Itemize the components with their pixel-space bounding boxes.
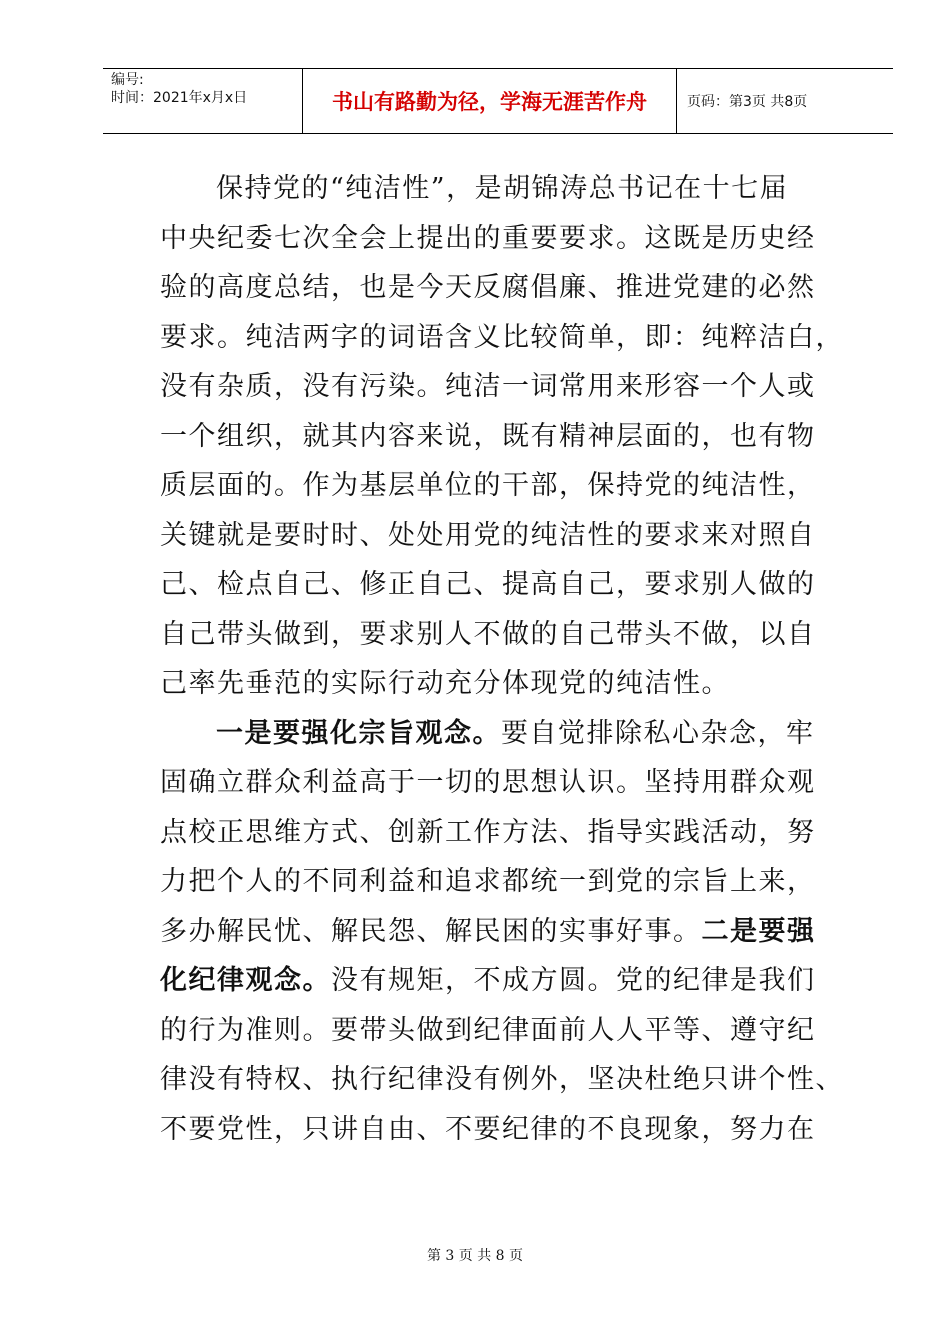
text-line: 没有杂质，没有污染。纯洁一词常用来形容一个人或 bbox=[160, 371, 816, 402]
text-line: 点校正思维方式、创新工作方法、指导实践活动，努 bbox=[160, 816, 816, 848]
text-line: 的行为准则。要带头做到纪律面前人人平等、遵守纪 bbox=[160, 1014, 816, 1046]
text-line: 中央纪委七次全会上提出的重要要求。这既是历史经 bbox=[160, 222, 816, 254]
header-meta-cell bbox=[103, 69, 303, 133]
text-line: 关键就是要时时、处处用党的纯洁性的要求来对照自 bbox=[160, 519, 816, 551]
header-motto: 书山有路勤为径，学海无涯苦作舟 bbox=[303, 69, 677, 133]
text-line: 己率先垂范的实际行动充分体现党的纯洁性。 bbox=[160, 668, 730, 699]
text-line bbox=[160, 956, 840, 1006]
text-line: 一个组织，就其内容来说，既有精神层面的，也有物 bbox=[160, 420, 816, 452]
text-line: 己、检点自己、修正自己、提高自己，要求别人做的 bbox=[160, 569, 816, 600]
text-line: 保持党的“纯洁性”，是胡锦涛总书记在十七届 bbox=[216, 173, 789, 204]
text-line: 固确立群众利益高于一切的思想认识。坚持用群众观 bbox=[160, 767, 816, 798]
text-line: 自己带头做到，要求别人不做的自己带头不做，以自 bbox=[160, 618, 816, 650]
page-footer: 第 3 页 共 8 页 bbox=[426, 1248, 524, 1264]
bold-heading-2-part1: 二是要强 bbox=[701, 915, 816, 947]
text-line: 验的高度总结，也是今天反腐倡廉、推进党建的必然 bbox=[160, 272, 816, 303]
time-label: 时间：2021年x月x日 bbox=[111, 90, 248, 106]
body-text bbox=[160, 164, 844, 1154]
text-span: 没有规矩，不成方圆。党的纪律是我们 bbox=[331, 965, 816, 996]
text-line: 不要党性，只讲自由、不要纪律的不良现象，努力在 bbox=[160, 1113, 816, 1145]
bold-heading-1: 一是要强化宗旨观念。 bbox=[216, 717, 501, 749]
text-line: 要求。纯洁两字的词语含义比较简单，即：纯粹洁白， bbox=[160, 321, 844, 353]
header-page-info: 页码：第3页 共8页 bbox=[687, 94, 808, 110]
text-span: 多办解民忧、解民怨、解民困的实事好事。 bbox=[160, 915, 702, 947]
text-span: 要自觉排除私心杂念，牢 bbox=[501, 717, 815, 749]
bold-heading-2-part2: 化纪律观念。 bbox=[160, 965, 331, 996]
text-line: 力把个人的不同利益和追求都统一到党的宗旨上来， bbox=[160, 866, 816, 897]
text-line bbox=[160, 907, 840, 957]
text-line: 质层面的。作为基层单位的干部，保持党的纯洁性， bbox=[160, 470, 816, 501]
number-label: 编号: bbox=[111, 72, 144, 88]
document-header bbox=[103, 68, 893, 134]
text-line: 律没有特权、执行纪律没有例外，坚决杜绝只讲个性、 bbox=[160, 1064, 844, 1095]
text-line bbox=[160, 709, 840, 759]
